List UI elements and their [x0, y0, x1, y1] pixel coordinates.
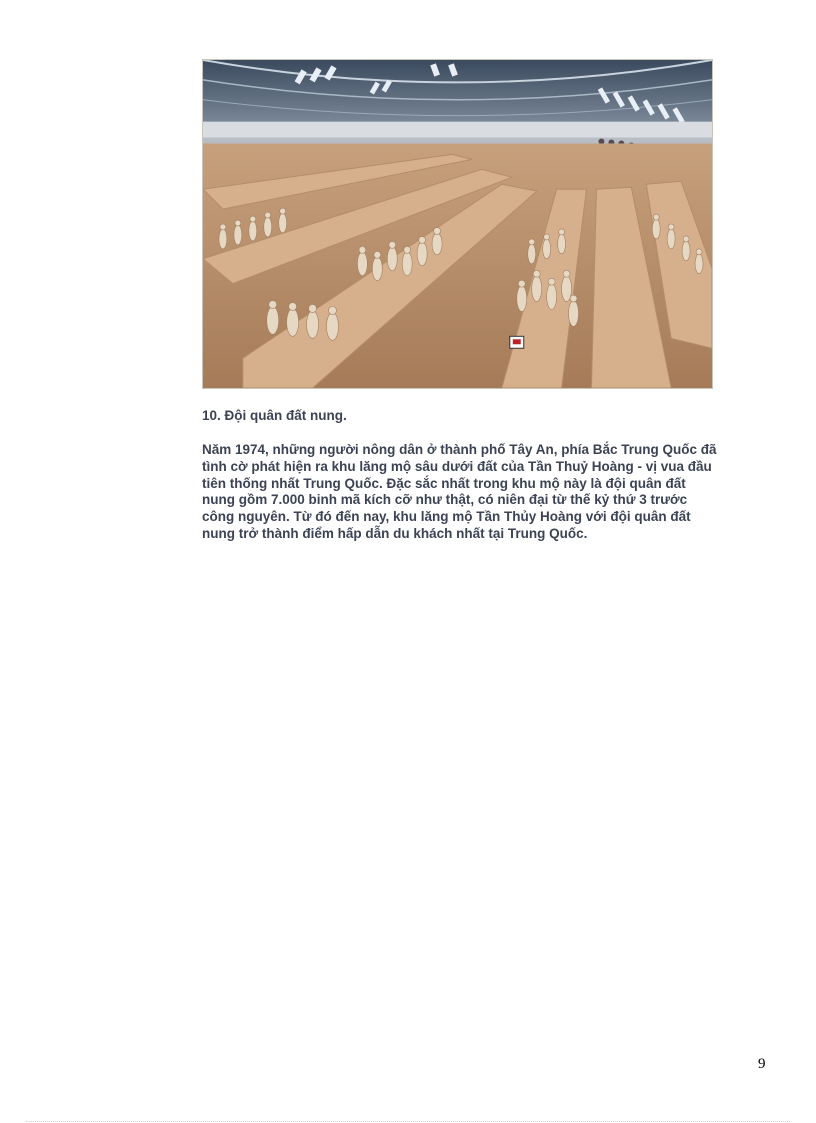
- section-heading: 10. Đội quân đất nung.: [202, 408, 347, 423]
- terracotta-army-photo: [202, 59, 713, 389]
- footer-divider: [26, 1121, 790, 1122]
- terracotta-army-illustration: [203, 60, 712, 388]
- page-number: 9: [758, 1056, 766, 1072]
- section-paragraph: Năm 1974, những người nông dân ở thành phố Tây An, phía Bắc Trung Quốc đã tình cờ phát hiện ra khu lăng mộ sâu dưới đất của Tần Thuỷ Hoàng - vị vua đầu tiên thống nhất Trung Quốc. Đặc sắc nhất trong khu mộ này là đội quân đất nung gồm 7.000 binh mã kích cỡ như thật, có niên đại từ thế kỷ thứ 3 trước công nguyên. Từ đó đến nay, khu lăng mộ Tần Thủy Hoàng với đội quân đất nung trở thành điểm hấp dẫn du khách nhất tại Trung Quốc.: [202, 442, 717, 541]
